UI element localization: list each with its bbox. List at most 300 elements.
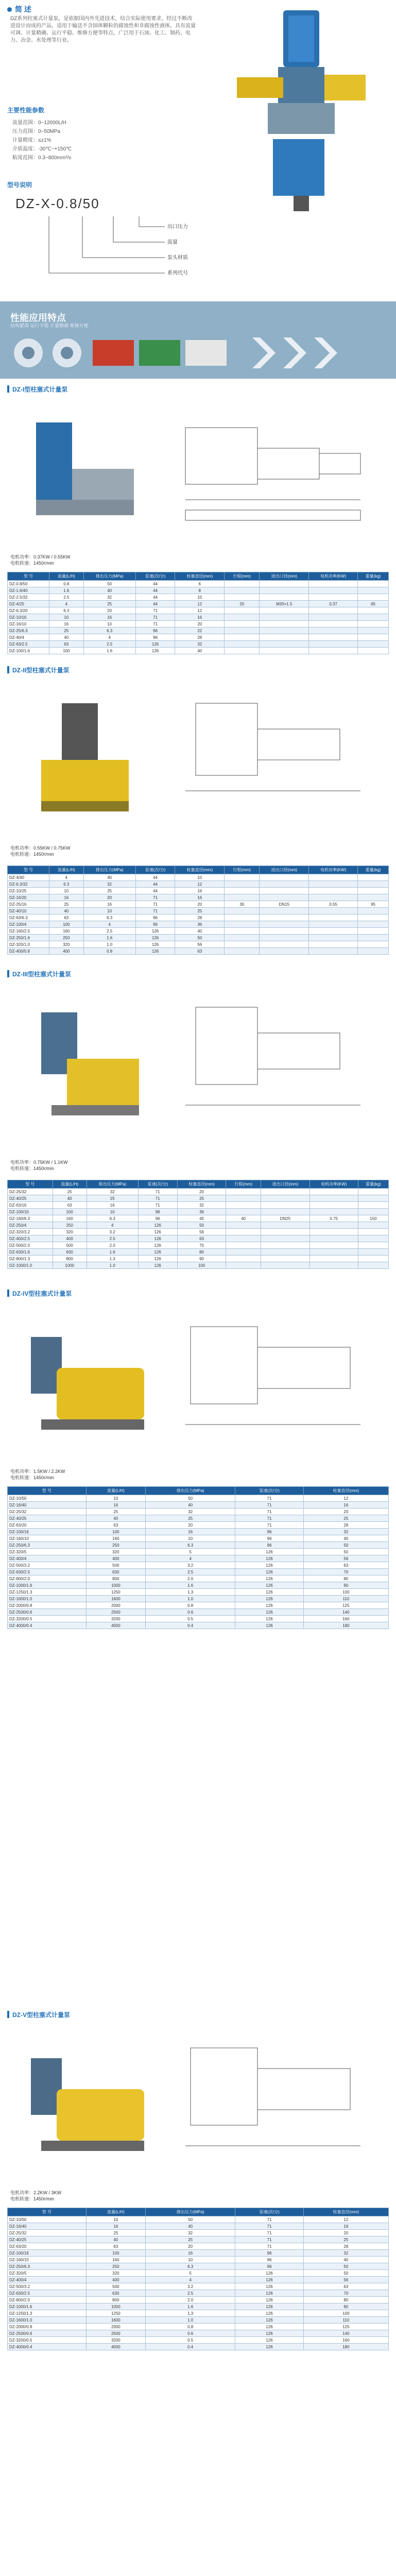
table-header: 行程(mm)	[225, 866, 260, 874]
table-row	[8, 2337, 389, 2344]
table-cell: 56	[303, 2277, 388, 2283]
table-cell: 71	[235, 1515, 303, 1522]
spec-table-3	[7, 1180, 389, 1269]
table-cell: 0.55	[309, 901, 358, 908]
table-cell: DZ-6.3/32	[8, 881, 49, 888]
table-row	[8, 928, 389, 935]
table-cell: 80	[303, 2297, 388, 2303]
table-cell: 140	[303, 2330, 388, 2337]
table-cell: 25	[145, 1515, 235, 1522]
pump-drawing	[175, 1311, 381, 1455]
table-cell: 80	[177, 1249, 226, 1256]
pump-drawing	[175, 2032, 381, 2177]
table-cell: 1.0	[145, 2317, 235, 2324]
table-cell: 1000	[86, 2303, 145, 2310]
table-cell: 1.3	[87, 1256, 138, 1262]
table-cell	[358, 928, 389, 935]
table-cell: 1.6	[83, 935, 135, 941]
table-row	[8, 2216, 389, 2223]
table-cell: 180	[303, 1622, 388, 1629]
table-cell: 16	[303, 2223, 388, 2230]
table-cell: DZ-3200/0.5	[8, 2337, 87, 2344]
table-cell: DZ-4000/0.4	[8, 2344, 87, 2350]
table-cell: 44	[135, 587, 175, 594]
section-header	[7, 1288, 72, 1298]
table-cell	[309, 881, 358, 888]
table-cell: DZ-1250/1.3	[8, 2310, 87, 2317]
table-cell: 71	[135, 607, 175, 614]
table-cell: 20	[145, 1522, 235, 1529]
table-cell	[225, 881, 260, 888]
section-note	[10, 845, 71, 857]
table-cell	[261, 1229, 309, 1235]
table-row	[8, 1575, 389, 1582]
table-header: 流量(L/H)	[86, 2208, 145, 2216]
table-cell	[309, 874, 358, 881]
table-cell: 1250	[86, 2310, 145, 2317]
table-cell	[309, 628, 358, 634]
table-cell: 4	[83, 921, 135, 928]
table-cell: 160	[303, 2337, 388, 2344]
table-cell: DZ-400/4	[8, 1555, 87, 1562]
table-cell: 10	[87, 1209, 138, 1215]
table-cell	[260, 935, 309, 941]
table-header: 流量(L/H)	[49, 866, 83, 874]
table-cell: 126	[235, 2270, 303, 2277]
table-cell	[309, 1202, 358, 1209]
table-cell: 71	[135, 908, 175, 914]
table-cell	[309, 1249, 358, 1256]
table-cell: DZ-1250/1.3	[8, 1589, 87, 1596]
table-cell: 126	[135, 941, 175, 948]
table-header: 电机功率(KW)	[309, 572, 358, 581]
table-cell: 630	[53, 1249, 87, 1256]
table-cell: 126	[235, 1562, 303, 1569]
table-cell: 110	[303, 2317, 388, 2324]
table-cell: DZ-400/4	[8, 2277, 87, 2283]
table-cell: 6.3	[87, 1215, 138, 1222]
table-cell: DZ-16/20	[8, 894, 49, 901]
table-cell: 2000	[86, 1602, 145, 1609]
table-cell: DZ-630/1.6	[8, 1249, 53, 1256]
table-cell	[260, 874, 309, 881]
note-line: 电机功率：0.75KW / 1.1KW	[10, 1160, 68, 1165]
table-cell	[309, 894, 358, 901]
table-cell: 50	[303, 1542, 388, 1549]
table-cell: 63	[49, 641, 83, 648]
table-row	[8, 2250, 389, 2257]
table-cell: 40	[86, 2236, 145, 2243]
table-cell: 2.5	[145, 2290, 235, 2297]
table-cell: DZ-40/25	[8, 1515, 87, 1522]
table-cell: 16	[145, 2250, 235, 2257]
table-cell: 126	[235, 1589, 303, 1596]
param-item: 计量精度：≤±1%	[12, 138, 51, 143]
table-cell	[260, 894, 309, 901]
table-cell: 16	[86, 1502, 145, 1509]
table-cell: DZ-63/2.5	[8, 641, 49, 648]
table-cell: 126	[135, 935, 175, 941]
table-header: 流量(L/H)	[53, 1180, 87, 1189]
table-header: 柱塞直径(mm)	[175, 866, 225, 874]
table-cell: 2.5	[83, 641, 135, 648]
table-cell: 126	[138, 1229, 177, 1235]
table-header: 型 号	[8, 1180, 53, 1189]
table-cell: 10	[86, 2216, 145, 2223]
table-cell	[309, 1222, 358, 1229]
table-cell: 96	[135, 634, 175, 641]
table-header: 流量(L/H)	[86, 1487, 145, 1495]
table-cell: 5	[145, 1549, 235, 1555]
table-cell: 16	[83, 901, 135, 908]
table-row	[8, 2310, 389, 2317]
table-row	[8, 1495, 389, 1502]
table-cell: 630	[86, 2290, 145, 2297]
table-cell: 3.2	[87, 1229, 138, 1235]
table-body	[8, 1189, 389, 1269]
table-row	[8, 2263, 389, 2270]
table-cell: DZ-160/2.5	[8, 928, 49, 935]
table-cell	[260, 614, 309, 621]
table-cell: 320	[49, 941, 83, 948]
table-cell: 6.3	[145, 1542, 235, 1549]
table-cell: DZ-4000/0.4	[8, 1622, 87, 1629]
table-cell	[309, 914, 358, 921]
table-cell	[225, 935, 260, 941]
table-cell: 10	[83, 908, 135, 914]
table-cell: 63	[86, 1522, 145, 1529]
table-cell: DZ-3200/0.5	[8, 1616, 87, 1622]
table-cell: 56	[303, 1555, 388, 1562]
note-line: 电机转速：1450r/min	[10, 2196, 55, 2201]
table-cell	[261, 1242, 309, 1249]
table-header: 泵速(次/分)	[235, 1487, 303, 1495]
table-header: 柱塞直径(mm)	[177, 1180, 226, 1189]
table-row	[8, 1596, 389, 1602]
table-cell	[225, 921, 260, 928]
table-cell: 100	[86, 2250, 145, 2257]
table-row	[8, 1522, 389, 1529]
table-cell	[225, 908, 260, 914]
table-cell: DN15	[260, 901, 309, 908]
model-item-label: 泵头材质	[167, 255, 188, 261]
table-body	[8, 874, 389, 955]
pump-photo	[21, 412, 154, 546]
note-line: 电机功率：0.55KW / 0.75KW	[10, 845, 71, 851]
table-cell: 40	[303, 1535, 388, 1542]
table-header: 流量(L/H)	[49, 572, 83, 581]
table-cell: DZ-160/10	[8, 2257, 87, 2263]
intro-text: DZ系列柱塞式计量泵，是依据国内外先进技术，结合实际使用要求，经过不断改进设计而成的产品，适用于输送不含固体颗粒的腐蚀性和非腐蚀性液体，具有流量可调、计量精确、运行平稳、维修方便等特点，广泛用于石油、化工、制药、电力、冶金、水处理等行业。	[10, 16, 196, 43]
table-cell	[226, 1229, 261, 1235]
table-cell: 40	[175, 648, 225, 654]
table-cell: DZ-63/6.3	[8, 914, 49, 921]
table-cell: 6.3	[145, 2263, 235, 2270]
table-cell: 25	[303, 1515, 388, 1522]
product-images-2	[0, 677, 396, 832]
table-cell: 126	[235, 2283, 303, 2290]
table-cell: 100	[177, 1262, 226, 1269]
table-cell: 96	[235, 2250, 303, 2257]
table-cell: 140	[303, 1609, 388, 1616]
table-cell	[261, 1256, 309, 1262]
table-cell: 12	[175, 601, 225, 607]
table-cell	[225, 888, 260, 894]
table-cell	[226, 1262, 261, 1269]
pump-photo	[21, 997, 154, 1141]
table-row	[8, 1509, 389, 1515]
table-header: 型 号	[8, 2208, 87, 2216]
table-cell: 10	[145, 1535, 235, 1542]
table-cell: 40	[53, 1195, 87, 1202]
table-cell: 71	[135, 901, 175, 908]
model-item-label: 流量	[167, 240, 178, 245]
table-cell: 25	[83, 601, 135, 607]
table-cell: 1.0	[87, 1262, 138, 1269]
table-cell: 160	[86, 1535, 145, 1542]
table-cell: DZ-25/6.3	[8, 628, 49, 634]
table-cell: DZ-40/25	[8, 2236, 87, 2243]
table-cell: 126	[235, 1569, 303, 1575]
table-cell: 320	[53, 1229, 87, 1235]
table-cell: 6	[175, 581, 225, 587]
table-row	[8, 1235, 389, 1242]
table-cell: 50	[303, 2263, 388, 2270]
table-cell: DZ-500/2.0	[8, 1242, 53, 1249]
table-cell: 63	[175, 948, 225, 955]
table-cell: DZ-320/5	[8, 1549, 87, 1555]
table-cell	[225, 894, 260, 901]
table-header: 重量(kg)	[358, 1180, 388, 1189]
table-cell: 25	[177, 1195, 226, 1202]
table-cell: 2500	[86, 2330, 145, 2337]
table-cell: 2500	[86, 1609, 145, 1616]
table-cell: 4	[87, 1222, 138, 1229]
section-title: DZ-I型柱塞式计量泵	[12, 385, 68, 393]
table-cell: DZ-2000/0.8	[8, 2324, 87, 2330]
table-row	[8, 908, 389, 914]
table-body	[8, 581, 389, 654]
table-cell: 25	[145, 2236, 235, 2243]
table-row	[8, 888, 389, 894]
table-cell: 20	[83, 894, 135, 901]
table-cell: 126	[235, 1616, 303, 1622]
table-cell: 25	[53, 1189, 87, 1195]
table-cell	[309, 908, 358, 914]
table-cell: 96	[235, 1542, 303, 1549]
table-cell: DZ-630/2.5	[8, 1569, 87, 1575]
table-cell: 71	[135, 894, 175, 901]
table-cell	[261, 1262, 309, 1269]
table-cell: 56	[177, 1229, 226, 1235]
table-cell: 56	[175, 941, 225, 948]
table-cell: 16	[303, 1502, 388, 1509]
table-cell: 71	[135, 614, 175, 621]
table-cell	[260, 628, 309, 634]
table-cell: 1.6	[145, 2303, 235, 2310]
table-cell: 4	[145, 2277, 235, 2283]
table-cell: 16	[87, 1202, 138, 1209]
table-cell: 126	[135, 641, 175, 648]
table-cell	[358, 1249, 388, 1256]
table-cell: 71	[138, 1189, 177, 1195]
table-cell: DZ-1600/1.0	[8, 1596, 87, 1602]
table-cell: 2.5	[83, 928, 135, 935]
table-cell: DZ-2000/0.8	[8, 1602, 87, 1609]
table-cell: DZ-320/1.0	[8, 941, 49, 948]
table-cell: 125	[303, 2324, 388, 2330]
pump-drawing	[175, 992, 381, 1136]
table-cell	[226, 1189, 261, 1195]
table-cell: 126	[138, 1235, 177, 1242]
table-cell: DZ-25/32	[8, 1509, 87, 1515]
table-cell	[309, 587, 358, 594]
table-row	[8, 621, 389, 628]
table-row	[8, 1616, 389, 1622]
table-cell: 32	[303, 2250, 388, 2257]
table-cell	[309, 1189, 358, 1195]
table-cell	[309, 1235, 358, 1242]
section-note	[10, 554, 71, 566]
table-cell	[225, 621, 260, 628]
table-cell: 71	[235, 2243, 303, 2250]
table-row	[8, 901, 389, 908]
table-row	[8, 2223, 389, 2230]
table-cell: 4	[49, 601, 83, 607]
table-cell: 1.3	[145, 1589, 235, 1596]
table-header: 电机功率(KW)	[309, 1180, 358, 1189]
table-cell	[309, 1229, 358, 1235]
table-cell: 71	[138, 1202, 177, 1209]
table-cell: 0.4	[145, 2344, 235, 2350]
table-cell: DZ-2.5/32	[8, 594, 49, 601]
table-cell: 32	[83, 594, 135, 601]
table-cell	[225, 607, 260, 614]
table-cell: 32	[145, 1509, 235, 1515]
table-cell: 71	[138, 1195, 177, 1202]
table-cell	[358, 914, 389, 921]
table-cell	[261, 1235, 309, 1242]
section-note	[10, 1159, 68, 1172]
table-row	[8, 2324, 389, 2330]
param-item: 流量范围：0~12000L/H	[12, 120, 66, 126]
table-cell: 63	[86, 2243, 145, 2250]
table-cell: 71	[235, 2230, 303, 2236]
model-code-diagram	[36, 216, 191, 294]
section-title: DZ-V型柱塞式计量泵	[12, 2011, 70, 2019]
table-row	[8, 935, 389, 941]
table-cell: DZ-4/25	[8, 601, 49, 607]
table-cell: 126	[138, 1249, 177, 1256]
table-header: 柱塞直径(mm)	[175, 572, 225, 581]
table-cell	[358, 1209, 388, 1215]
table-cell: 126	[235, 2337, 303, 2344]
table-cell: 28	[303, 1522, 388, 1529]
table-cell	[358, 587, 389, 594]
table-cell: 126	[235, 2324, 303, 2330]
table-row	[8, 914, 389, 921]
table-cell: 44	[135, 881, 175, 888]
table-cell: 71	[235, 1495, 303, 1502]
table-cell	[309, 941, 358, 948]
table-cell: 1000	[53, 1262, 87, 1269]
table-cell: 44	[135, 874, 175, 881]
table-cell	[260, 881, 309, 888]
table-cell: 71	[235, 1502, 303, 1509]
table-cell: 100	[49, 648, 83, 654]
table-cell: 90	[303, 2303, 388, 2310]
table-cell: M20×1.5	[260, 601, 309, 607]
table-cell: 36	[175, 921, 225, 928]
table-cell: 1.0	[83, 941, 135, 948]
note-line: 电机功率：2.2KW / 3KW	[10, 2190, 62, 2195]
table-cell	[309, 621, 358, 628]
table-cell: 6.3	[83, 914, 135, 921]
table-cell: 40	[303, 2257, 388, 2263]
pump-photo	[21, 1316, 154, 1461]
table-cell: 96	[235, 2263, 303, 2270]
table-cell: 16	[49, 621, 83, 628]
table-cell	[260, 594, 309, 601]
intro-title-text: 简 述	[15, 5, 31, 13]
table-cell: 5	[145, 2270, 235, 2277]
table-cell: 10	[49, 614, 83, 621]
table-cell	[260, 648, 309, 654]
table-cell: 40	[226, 1215, 261, 1222]
table-cell: 96	[135, 914, 175, 921]
table-cell: 2.0	[145, 2297, 235, 2303]
table-cell: 4	[145, 1555, 235, 1562]
table-cell: 40	[175, 928, 225, 935]
table-cell: 800	[86, 2297, 145, 2303]
table-cell	[309, 1195, 358, 1202]
table-header: 重量(kg)	[358, 866, 389, 874]
table-cell: 63	[303, 1562, 388, 1569]
table-cell: DZ-25/32	[8, 1189, 53, 1195]
table-cell: DZ-1.6/40	[8, 587, 49, 594]
table-cell: 71	[235, 2216, 303, 2223]
table-cell: DZ-500/3.2	[8, 2283, 87, 2290]
table-header: 柱塞直径(mm)	[303, 2208, 388, 2216]
table-row	[8, 2277, 389, 2283]
table-cell: 1.0	[145, 1596, 235, 1602]
table-cell	[226, 1222, 261, 1229]
table-cell: 4	[49, 874, 83, 881]
table-cell	[225, 587, 260, 594]
table-cell: 1.3	[145, 2310, 235, 2317]
table-cell: 40	[49, 634, 83, 641]
param-item: 介质温度：-30℃~+150℃	[12, 146, 72, 152]
table-cell: DZ-2500/0.6	[8, 1609, 87, 1616]
table-cell: 44	[135, 601, 175, 607]
table-cell: 110	[303, 1596, 388, 1602]
table-cell	[309, 614, 358, 621]
table-row	[8, 2317, 389, 2324]
table-cell: 1250	[86, 1589, 145, 1596]
table-row	[8, 614, 389, 621]
table-cell: 40	[145, 2223, 235, 2230]
intro-section	[0, 0, 396, 381]
table-cell: 3200	[86, 2337, 145, 2344]
table-row	[8, 1609, 389, 1616]
table-cell: DZ-16/40	[8, 1502, 87, 1509]
table-cell	[309, 888, 358, 894]
table-cell: 0.6	[145, 2330, 235, 2337]
table-cell: 800	[53, 1256, 87, 1262]
table-cell: DZ-40/10	[8, 908, 49, 914]
table-header: 型 号	[8, 572, 49, 581]
table-header: 行程(mm)	[226, 1180, 261, 1189]
